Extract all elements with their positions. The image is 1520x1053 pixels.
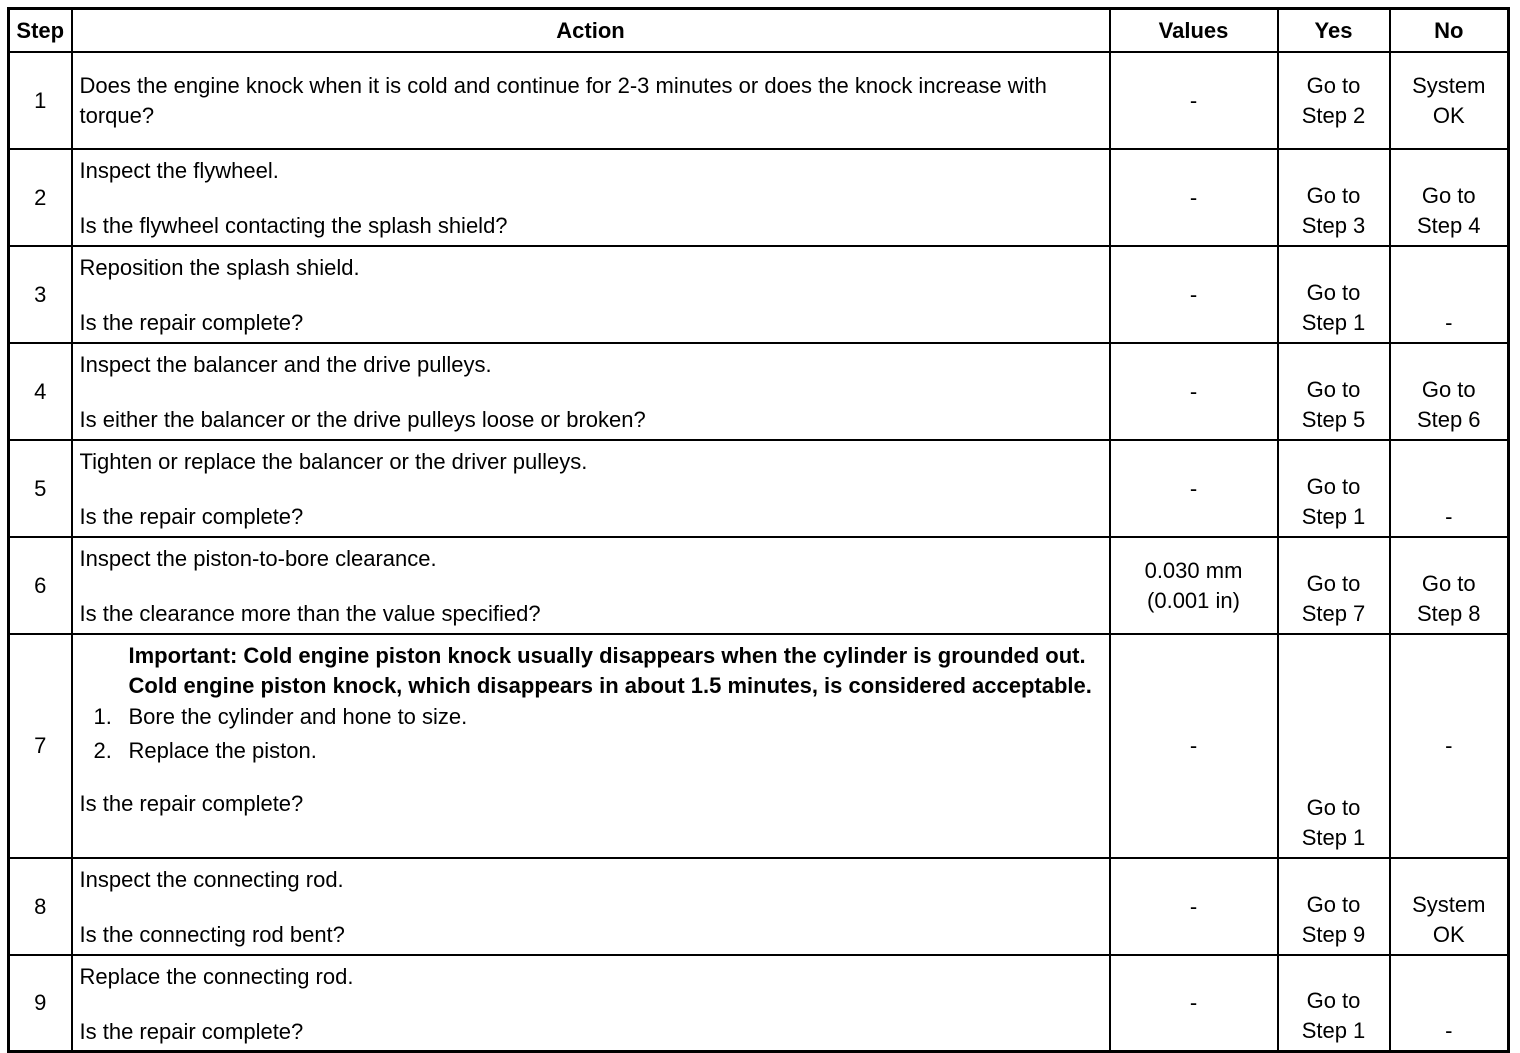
step-number: 8 [9,858,72,955]
no-line-2: OK [1432,922,1465,947]
step-number: 3 [9,246,72,343]
header-action: Action [72,9,1110,53]
yes-line-1: Go to [1306,72,1361,98]
no-cell: - [1390,955,1509,1051]
action-cell [72,537,1110,634]
yes-line-2: Step 9 [1301,922,1366,947]
no-line-2: Step 6 [1416,407,1481,432]
header-yes: Yes [1278,9,1390,53]
procedure-list [80,701,1103,769]
no-line-1: System [1412,72,1486,98]
step-number: 2 [9,149,72,246]
action-cell [72,52,1110,149]
action-cell [72,858,1110,955]
yes-cell [1278,52,1390,149]
no-cell: - [1390,634,1509,858]
no-cell [1390,149,1509,246]
values-cell: - [1110,149,1278,246]
yes-line-2: Step 3 [1301,213,1366,238]
question-text: Is either the balancer or the drive pulleys loose or broken? [79,407,646,432]
yes-line-2: Step 5 [1301,407,1366,432]
question-text: Is the repair complete? [79,504,304,529]
no-line-1: Go to [1421,377,1476,402]
question-text: Is the connecting rod bent? [79,922,345,947]
important-notice: Important: Cold engine piston knock usually disappears when the cylinder is grounded out. Cold engine piston knock, which disappears in about 1.5 minutes, is considered acceptable. [128,643,1092,698]
instruction-text: Inspect the balancer and the drive pulleys. [79,352,492,377]
no-cell [1390,537,1509,634]
action-cell [72,149,1110,246]
no-line-1: System [1412,892,1486,917]
yes-line-2: Step 1 [1301,504,1366,529]
no-cell [1390,52,1509,149]
step-number: 7 [9,634,72,858]
instruction-text: Inspect the piston-to-bore clearance. [79,546,437,571]
no-cell [1390,343,1509,440]
values-cell: - [1110,343,1278,440]
yes-line-1: Go to [1306,474,1361,499]
yes-line-2: Step 1 [1301,1017,1366,1043]
no-cell: - [1390,440,1509,537]
yes-line-1: Go to [1306,795,1361,820]
step-number: 5 [9,440,72,537]
yes-cell [1278,149,1390,246]
no-line-2: Step 4 [1416,213,1481,238]
table-row [9,634,1509,858]
header-no: No [1390,9,1509,53]
no-cell [1390,858,1509,955]
header-values: Values [1110,9,1278,53]
instruction-text: Inspect the connecting rod. [79,867,344,892]
values-cell: - [1110,440,1278,537]
step-number: 6 [9,537,72,634]
yes-cell [1278,343,1390,440]
values-cell: - [1110,634,1278,858]
yes-cell [1278,440,1390,537]
action-cell [72,440,1110,537]
yes-line-1: Go to [1306,571,1361,596]
list-text: Bore the cylinder and hone to size. [128,704,468,729]
list-item [80,701,1103,735]
yes-line-1: Go to [1306,892,1361,917]
instruction-text: Tighten or replace the balancer or the driver pulleys. [79,449,588,474]
list-number: 1. [93,704,112,729]
list-text: Replace the piston. [128,738,317,763]
step-number: 4 [9,343,72,440]
question-text: Is the repair complete? [79,791,304,816]
value-metric: 0.030 mm [1144,557,1243,583]
yes-cell [1278,955,1390,1051]
no-cell: - [1390,246,1509,343]
action-cell [72,634,1110,858]
yes-line-1: Go to [1306,377,1361,402]
yes-line-1: Go to [1306,987,1361,1013]
values-cell: - [1110,858,1278,955]
header-row [9,9,1509,53]
question-text: Is the repair complete? [79,1019,304,1044]
no-line-2: OK [1432,102,1465,128]
table-row [9,955,1509,1051]
yes-line-1: Go to [1306,280,1361,305]
list-number: 2. [93,738,112,763]
step-number: 9 [9,955,72,1051]
action-cell [72,955,1110,1051]
no-line-1: Go to [1421,183,1476,208]
values-cell [1110,537,1278,634]
values-cell: - [1110,246,1278,343]
list-item [80,735,1103,769]
no-line-2: Step 8 [1416,601,1481,626]
table-row [9,246,1509,343]
instruction-text: Replace the connecting rod. [79,964,354,989]
question-text: Is the clearance more than the value specified? [79,601,541,626]
values-cell: - [1110,52,1278,149]
yes-cell [1278,246,1390,343]
yes-line-2: Step 1 [1301,825,1366,850]
table-row [9,343,1509,440]
value-imperial: (0.001 in) [1147,587,1240,613]
question-text: Is the flywheel contacting the splash shield? [79,213,508,238]
table-row [9,537,1509,634]
table-row [9,440,1509,537]
yes-cell [1278,537,1390,634]
table-row [9,858,1509,955]
values-cell: - [1110,955,1278,1051]
yes-cell [1278,858,1390,955]
no-line-1: Go to [1421,571,1476,596]
table-row [9,52,1509,149]
action-cell [72,246,1110,343]
step-number: 1 [9,52,72,149]
question-text: Is the repair complete? [79,310,304,335]
diagnostic-table [7,7,1510,1053]
question-text: Does the engine knock when it is cold and continue for 2-3 minutes or does the knock increase with torque? [79,72,1047,128]
yes-line-1: Go to [1306,183,1361,208]
yes-cell [1278,634,1390,858]
header-step: Step [9,9,72,53]
yes-line-2: Step 1 [1301,310,1366,335]
yes-line-2: Step 2 [1301,102,1366,128]
instruction-text: Inspect the flywheel. [79,158,279,183]
action-cell [72,343,1110,440]
yes-line-2: Step 7 [1301,601,1366,626]
table-row [9,149,1509,246]
instruction-text: Reposition the splash shield. [79,255,360,280]
